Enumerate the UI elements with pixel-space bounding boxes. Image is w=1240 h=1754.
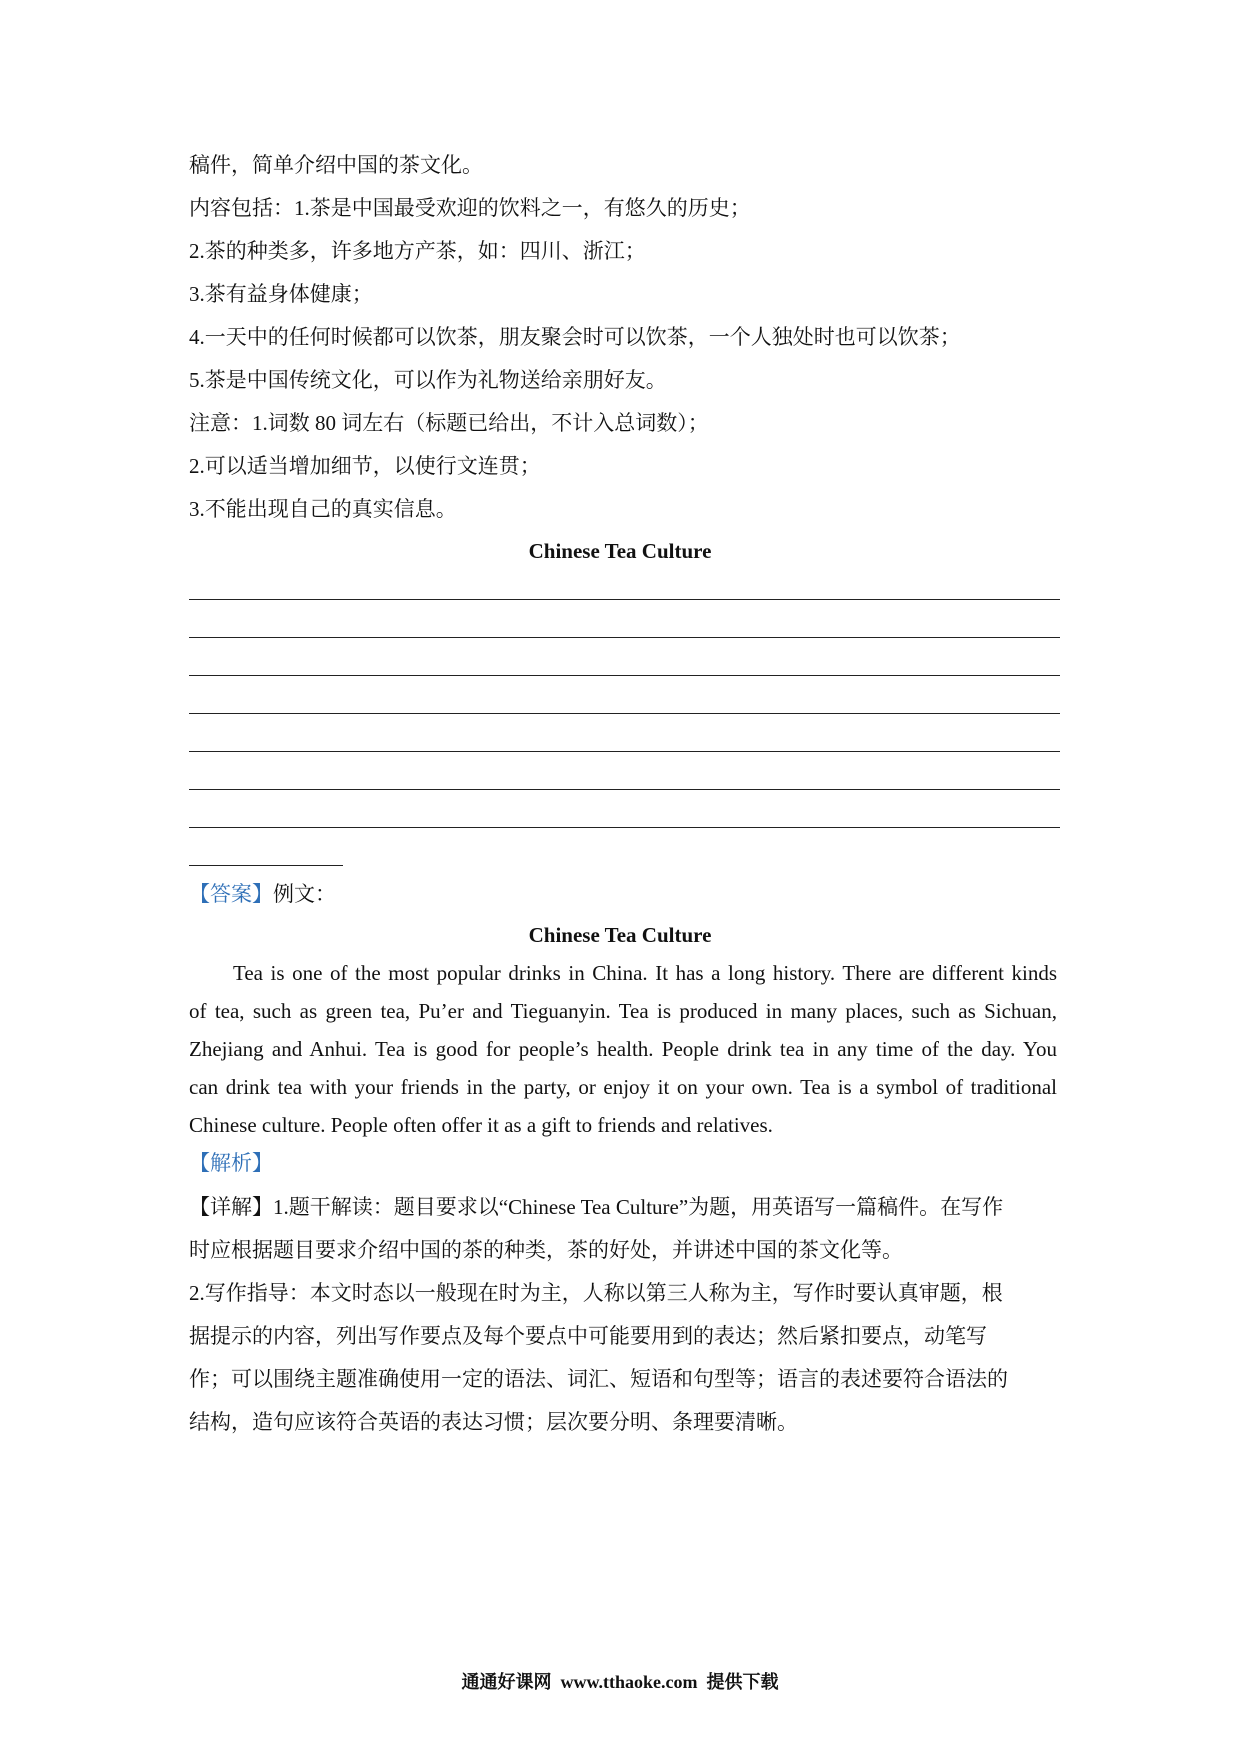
writing-line [189,637,1060,638]
prompt-line: 2.可以适当增加细节，以使行文连贯； [189,454,541,478]
detail-text: 1.题干解读：题目要求以“Chinese Tea Culture”为题，用英语写一篇稿件。在写作 [273,1195,1004,1219]
sample-line: Tea is one of the most popular drinks in China. It has a long history. There are different kinds [233,961,1057,985]
writing-line [189,599,1060,600]
answer-heading [189,881,336,907]
prompt-line: 稿件，简单介绍中国的茶文化。 [189,153,483,177]
detail-line: 据提示的内容，列出写作要点及每个要点中可能要用到的表达；然后紧扣要点，动笔写 [189,1324,987,1348]
answer-tag: 【答案】 [189,882,273,906]
detail-line: 结构，造句应该符合英语的表达习惯；层次要分明、条理要清晰。 [189,1410,798,1434]
prompt-line: 注意：1.词数 80 词左右（标题已给出，不计入总词数）； [189,411,709,435]
sample-line: can drink tea with your friends in the party, or enjoy it on your own. Tea is a symbol of traditional [189,1075,1057,1099]
sample-line: of tea, such as green tea, Pu’er and Tieguanyin. Tea is produced in many places, such as Sichuan, [189,999,1057,1023]
writing-line [189,713,1060,714]
prompt-line: 3.茶有益身体健康； [189,282,373,306]
answer-label: 例文： [273,882,336,906]
detail-line: 2.写作指导：本文时态以一般现在时为主，人称以第三人称为主，写作时要认真审题，根 [189,1281,1003,1305]
prompt-line: 3.不能出现自己的真实信息。 [189,497,457,521]
writing-line [189,827,1060,828]
page-footer: 通通好课网 www.tthaoke.com 提供下载 [461,1672,779,1692]
prompt-line: 5.茶是中国传统文化，可以作为礼物送给亲朋好友。 [189,368,667,392]
sample-line: Chinese culture. People often offer it as a gift to friends and relatives. [189,1113,773,1137]
analysis-tag: 【解析】 [189,1151,273,1175]
sample-title: Chinese Tea Culture [528,923,712,947]
prompt-line: 2.茶的种类多，许多地方产茶，如：四川、浙江； [189,239,646,263]
writing-line [189,789,1060,790]
detail-tag: 【详解】 [189,1195,273,1219]
detail-line: 作；可以围绕主题准确使用一定的语法、词汇、短语和句型等；语言的表述要符合语法的 [189,1367,1008,1391]
prompt-line: 内容包括：1.茶是中国最受欢迎的饮料之一，有悠久的历史； [189,196,751,220]
detail-line: 时应根据题目要求介绍中国的茶的种类，茶的好处，并讲述中国的茶文化等。 [189,1238,903,1262]
prompt-line: 4.一天中的任何时候都可以饮茶，朋友聚会时可以饮茶，一个人独处时也可以饮茶； [189,325,961,349]
separator-rule [189,865,343,866]
writing-line [189,675,1060,676]
essay-title: Chinese Tea Culture [528,539,712,563]
detail-line [189,1194,1003,1220]
sample-line: Zhejiang and Anhui. Tea is good for people’s health. People drink tea in any time of the day. You [189,1037,1057,1061]
writing-line [189,751,1060,752]
